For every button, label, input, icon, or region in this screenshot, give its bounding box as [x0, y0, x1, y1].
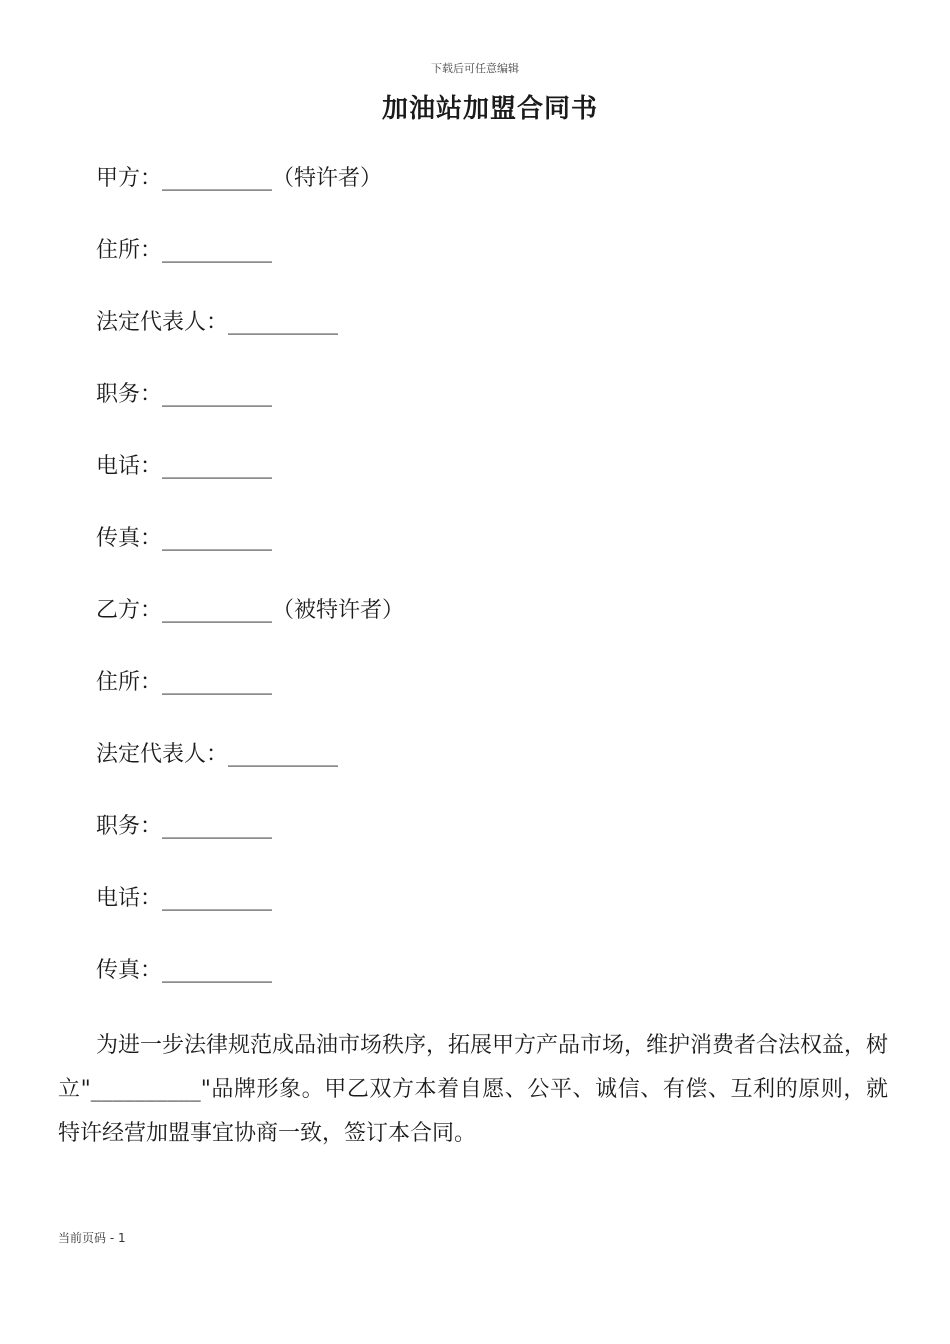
- document-title: 加油站加盟合同书: [381, 94, 598, 124]
- party-b-position-line: [96, 812, 272, 842]
- party-b-suffix: （被特许者）: [272, 598, 405, 623]
- party-a-rep-label: 法定代表人：: [96, 310, 229, 335]
- party-a-fax-line: [96, 524, 272, 554]
- party-a-fax-label: 传真：: [96, 526, 163, 551]
- party-b-phone-blank: __________: [162, 886, 273, 911]
- party-b-address-line: [96, 668, 272, 698]
- party-b-address-label: 住所：: [96, 670, 163, 695]
- party-b-blank: __________: [162, 598, 273, 623]
- party-b-rep-blank: __________: [228, 742, 339, 767]
- intro-paragraph: 为进一步法律规范成品油市场秩序，拓展甲方产品市场，维护消费者合法权益，树立"__________"品牌形象。甲乙双方本着自愿、公平、诚信、有偿、互利的原则，就特许经营加盟事宜协商一致，签订本合同。: [58, 1033, 889, 1146]
- party-a-fax-blank: __________: [162, 526, 273, 551]
- party-b-fax-label: 传真：: [96, 958, 163, 983]
- party-a-position-label: 职务：: [96, 382, 163, 407]
- party-a-suffix: （特许者）: [272, 166, 383, 191]
- header-note: 下载后可任意编辑: [431, 62, 519, 75]
- party-b-address-blank: __________: [162, 670, 273, 695]
- party-a-label: 甲方：: [96, 166, 163, 191]
- party-b-position-label: 职务：: [96, 814, 163, 839]
- party-b-phone-label: 电话：: [96, 886, 163, 911]
- party-a-rep-line: [96, 308, 338, 338]
- party-b-label: 乙方：: [96, 598, 163, 623]
- party-a-phone-blank: __________: [162, 454, 273, 479]
- party-b-position-blank: __________: [162, 814, 273, 839]
- party-a-address-blank: __________: [162, 238, 273, 263]
- party-a-line: [96, 164, 382, 194]
- page-number-footer: 当前页码 - 1: [58, 1231, 126, 1245]
- party-a-rep-blank: __________: [228, 310, 339, 335]
- party-b-fax-line: [96, 956, 272, 986]
- party-a-phone-label: 电话：: [96, 454, 163, 479]
- party-b-rep-label: 法定代表人：: [96, 742, 229, 767]
- party-b-fax-blank: __________: [162, 958, 273, 983]
- party-b-line: [96, 596, 404, 626]
- party-a-blank: __________: [162, 166, 273, 191]
- party-a-position-blank: __________: [162, 382, 273, 407]
- party-a-position-line: [96, 380, 272, 410]
- party-b-rep-line: [96, 740, 338, 770]
- party-a-phone-line: [96, 452, 272, 482]
- party-b-phone-line: [96, 884, 272, 914]
- party-a-address-label: 住所：: [96, 238, 163, 263]
- party-a-address-line: [96, 236, 272, 266]
